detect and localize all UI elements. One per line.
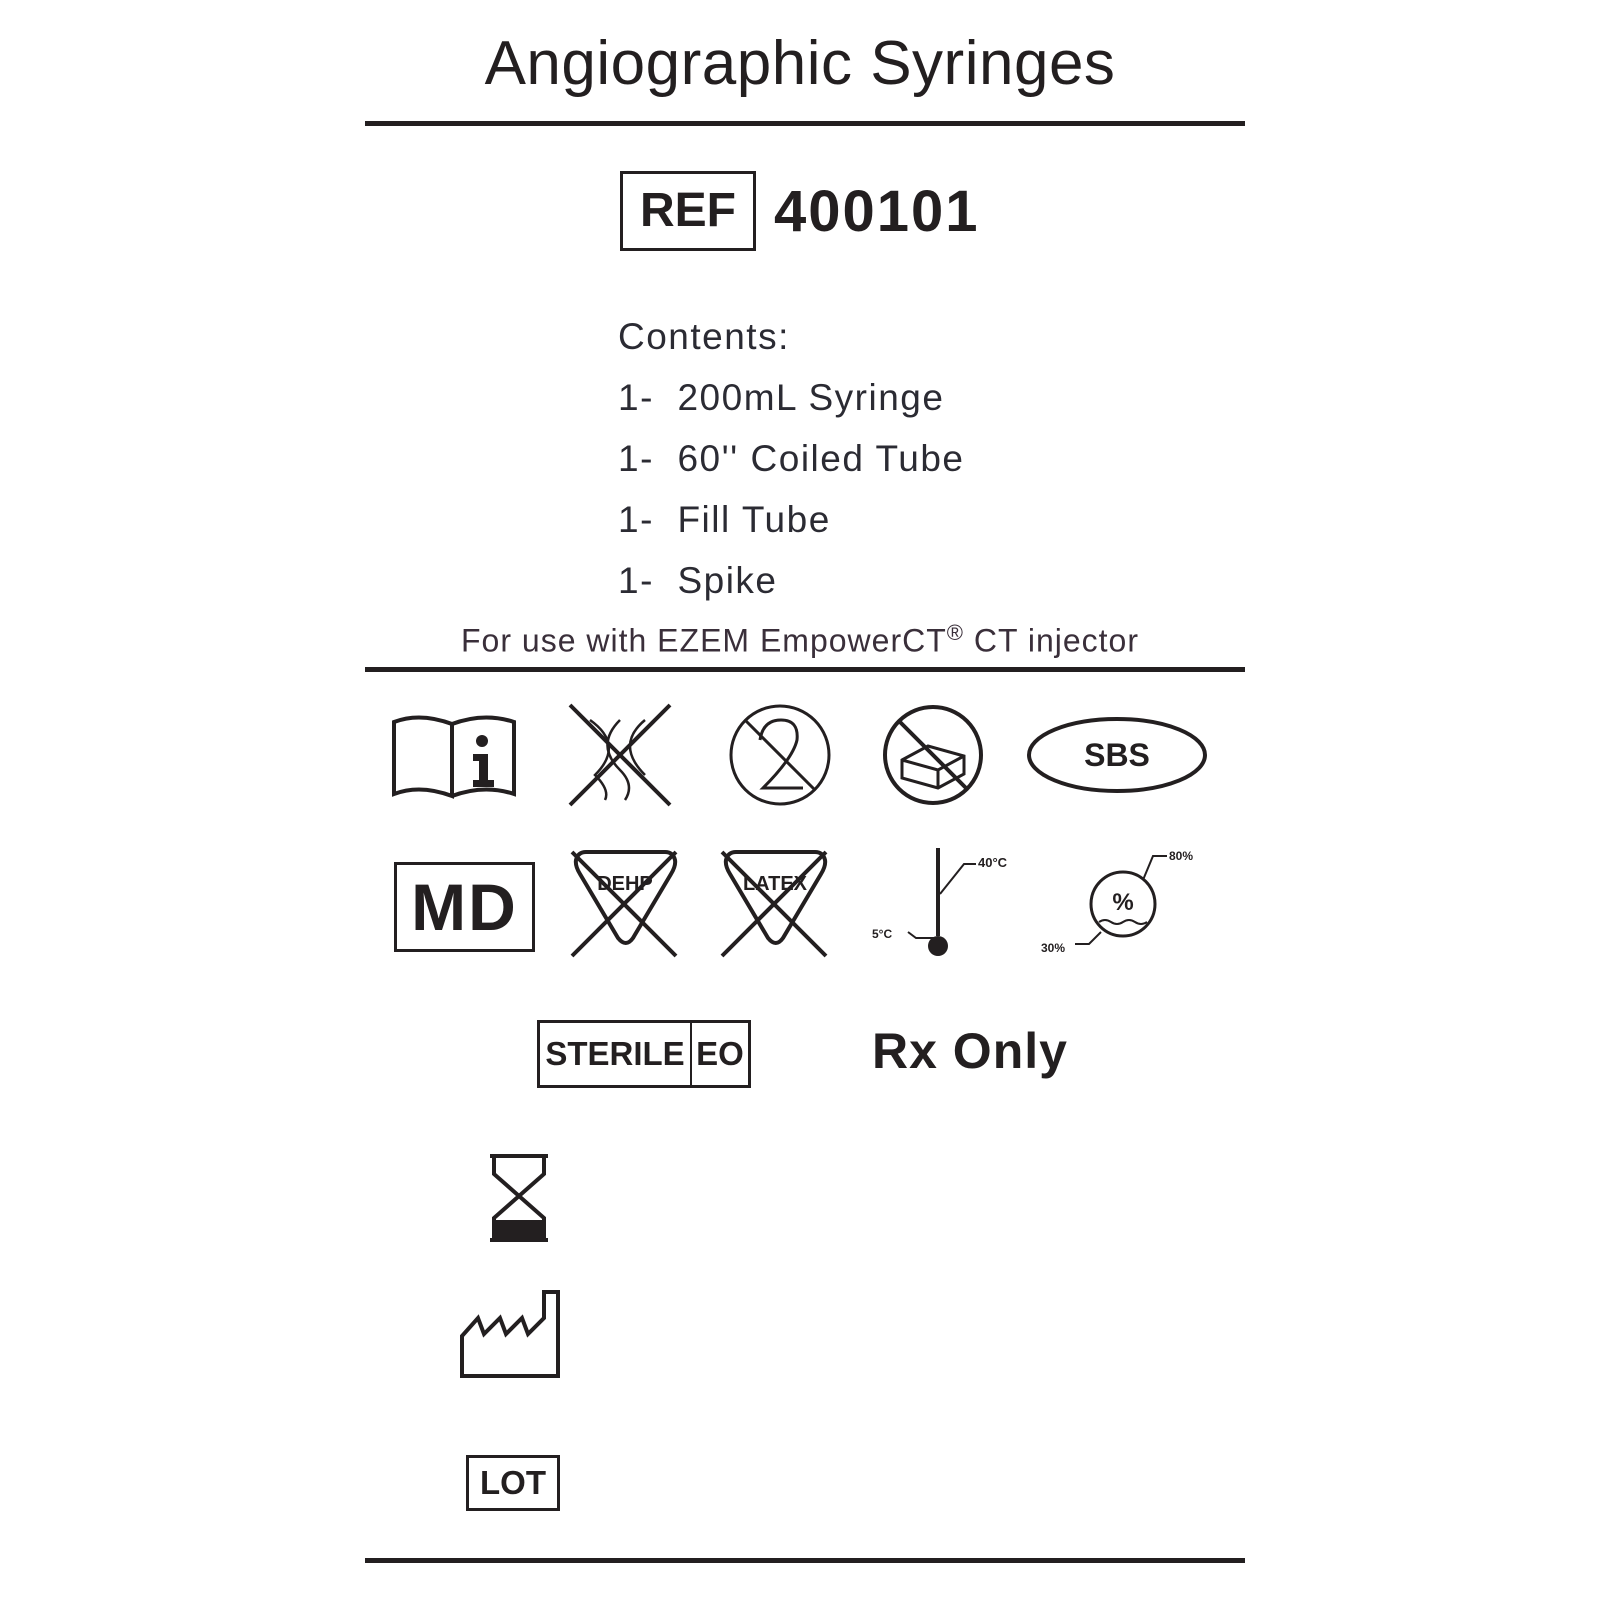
registered-mark: ®: [946, 620, 964, 645]
temperature-limit-icon: [868, 848, 1028, 963]
eo-label: EO: [696, 1035, 744, 1072]
middle-divider: [365, 667, 1245, 672]
bottom-divider: [365, 1558, 1245, 1563]
contents-heading: Contents:: [618, 316, 790, 357]
medical-device-icon: MD: [394, 862, 535, 952]
dehp-free-icon: [568, 848, 683, 960]
sterile-label: STERILE: [540, 1023, 692, 1085]
consult-instructions-icon: [390, 710, 520, 805]
humidity-high-label: 80%: [1169, 849, 1194, 863]
contents-item: 1- 200mL Syringe: [618, 377, 945, 418]
contents-item: 1- Fill Tube: [618, 499, 831, 540]
do-not-resterilize-icon: [565, 700, 675, 810]
manufacture-date-icon: [458, 1288, 564, 1380]
ref-number: 400101: [774, 179, 980, 244]
sterile-eo-icon: [537, 1020, 751, 1088]
latex-free-icon: [718, 848, 833, 960]
compatibility-note: [0, 620, 1600, 660]
temp-low-label: 5°C: [872, 927, 893, 941]
temp-high-label: 40°C: [978, 855, 1008, 870]
humidity-limit-icon: [1035, 848, 1215, 963]
compatibility-text: For use with EZEM EmpowerCT: [461, 622, 947, 659]
contents-item: 1- 60'' Coiled Tube: [618, 438, 965, 479]
lot-number-icon: LOT: [466, 1455, 560, 1511]
dehp-label: DEHP: [597, 873, 653, 895]
ref-symbol: REF: [620, 171, 756, 251]
sbs-icon: [1025, 715, 1210, 795]
contents-list: [618, 306, 965, 611]
label-title: Angiographic Syringes: [484, 29, 1116, 98]
use-by-date-icon: [486, 1152, 552, 1244]
rx-only-label: Rx Only: [872, 1023, 1068, 1079]
compatibility-suffix: CT injector: [963, 622, 1139, 659]
humidity-symbol: %: [1112, 889, 1134, 916]
do-not-reuse-icon: [725, 702, 835, 808]
contents-item: 1- Spike: [618, 560, 778, 601]
latex-label: LATEX: [742, 873, 808, 895]
do-not-use-if-damaged-icon: [880, 702, 986, 808]
sbs-label: SBS: [1084, 737, 1150, 773]
top-divider: [365, 121, 1245, 126]
humidity-low-label: 30%: [1041, 941, 1066, 955]
